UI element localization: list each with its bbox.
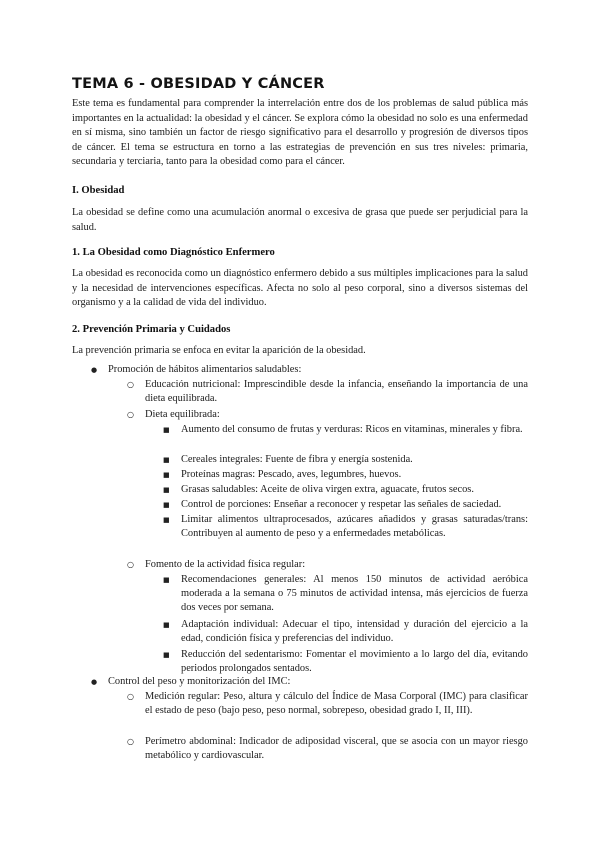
page-title: TEMA 6 - OBESIDAD Y CÁNCER [72, 76, 325, 92]
list-item-grasas: Grasas saludables: Aceite de oliva virgen extra, aguacate, frutos secos. [181, 484, 474, 495]
diagnostico-paragraph: La obesidad es reconocida como un diagnóstico enfermero debido a sus múltiples implicaciones para la salud y la necesidad de intervenciones específicas. Afecta no solo al peso corporal, sino a diversos sistemas del organismo y a la calidad de vida del individuo. [72, 268, 528, 309]
bullet-circle-icon: ○ [127, 692, 134, 701]
subsection-heading-prevencion: 2. Prevención Primaria y Cuidados [72, 324, 231, 335]
list-item-porciones: Control de porciones: Enseñar a reconocer y respetar las señales de saciedad. [181, 499, 502, 510]
list-item-control: Control del peso y monitorización del IMC: [108, 676, 291, 687]
prevencion-paragraph: La prevención primaria se enfoca en evitar la aparición de la obesidad. [72, 345, 366, 356]
list-item-educacion: Educación nutricional: Imprescindible desde la infancia, enseñando la importancia de una dieta equilibrada. [145, 379, 528, 405]
bullet-circle-icon: ○ [127, 410, 134, 419]
list-item-medicion: Medición regular: Peso, altura y cálculo del Índice de Masa Corporal (IMC) para clasificar el estado de peso (bajo peso, peso normal, sobrepeso, obesidad grado I, II, III). [145, 691, 528, 717]
bullet-square-icon: ■ [163, 471, 170, 479]
bullet-square-icon: ■ [163, 486, 170, 494]
bullet-circle-icon: ○ [127, 560, 134, 569]
bullet-circle-icon: ○ [127, 737, 134, 746]
list-item-limitar: Limitar alimentos ultraprocesados, azúcares añadidos y grasas saturadas/trans: Contribuyen al aumento de peso y a enfermedades metabólicas. [181, 514, 528, 540]
list-item-cereales: Cereales integrales: Fuente de fibra y energía sostenida. [181, 454, 413, 465]
bullet-square-icon: ■ [163, 456, 170, 464]
list-item-dieta: Dieta equilibrada: [145, 409, 220, 420]
bullet-square-icon: ■ [163, 501, 170, 509]
list-item-perimetro: Perímetro abdominal: Indicador de adiposidad visceral, que se asocia con un mayor riesgo metabólico y cardiovascular. [145, 736, 528, 762]
bullet-square-icon: ■ [163, 516, 170, 524]
bullet-square-icon: ■ [163, 576, 170, 584]
list-item-frutas: Aumento del consumo de frutas y verduras: Ricos en vitaminas, minerales y fibra. [181, 424, 523, 435]
intro-paragraph: Este tema es fundamental para comprender la interrelación entre dos de los problemas de salud pública más importantes en la actualidad: la obesidad y el cáncer. Se explora cómo la obesidad no solo es una enfermedad en sí misma, sino también un factor de riesgo significativo para el desarrollo y progresión de diversos tipos de cáncer. El tema se estructura en torno a las estrategias de prevención en sus tres niveles: primaria, secundaria y terciaria, tanto para la obesidad como para el cáncer. [72, 98, 528, 168]
bullet-disc-icon: ● [91, 366, 98, 374]
list-item-recomendaciones: Recomendaciones generales: Al menos 150 minutos de actividad aeróbica moderada a la semana o 75 minutos de actividad intensa, más ejercicios de fuerza dos veces por semana. [181, 574, 528, 614]
subsection-heading-diagnostico: 1. La Obesidad como Diagnóstico Enfermero [72, 247, 275, 258]
bullet-square-icon: ■ [163, 651, 170, 659]
section-heading-obesidad: I. Obesidad [72, 185, 125, 196]
list-item-adaptacion: Adaptación individual: Adecuar el tipo, intensidad y duración del ejercicio a la edad, condición física y preferencias del individuo. [181, 619, 528, 645]
bullet-disc-icon: ● [91, 678, 98, 686]
bullet-circle-icon: ○ [127, 380, 134, 389]
list-item-proteinas: Proteínas magras: Pescado, aves, legumbres, huevos. [181, 469, 402, 480]
list-item-sedentarismo: Reducción del sedentarismo: Fomentar el movimiento a lo largo del día, evitando periodos prolongados sentados. [181, 649, 528, 675]
bullet-square-icon: ■ [163, 426, 170, 434]
obesidad-definition: La obesidad se define como una acumulación anormal o excesiva de grasa que puede ser perjudicial para la salud. [72, 207, 528, 233]
list-item-actividad: Fomento de la actividad física regular: [145, 559, 306, 570]
bullet-square-icon: ■ [163, 621, 170, 629]
list-item-habitos: Promoción de hábitos alimentarios saludables: [108, 364, 302, 375]
